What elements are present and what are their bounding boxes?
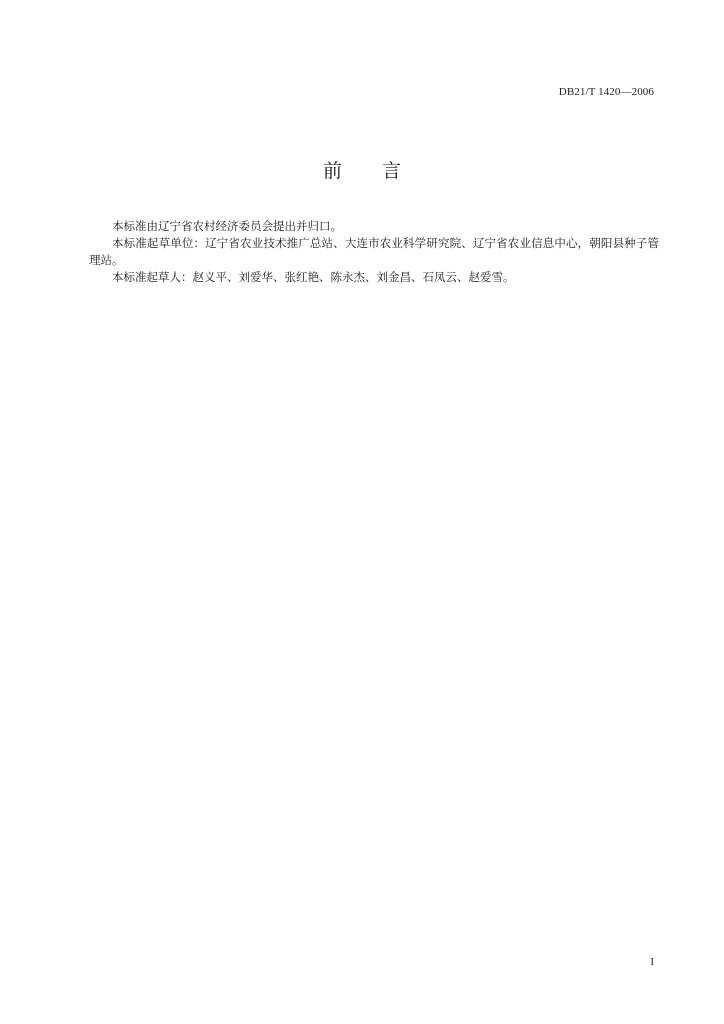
page-number: I: [650, 956, 654, 968]
title-char-2: 言: [382, 160, 402, 182]
paragraph-proposer: 本标准由辽宁省农村经济委员会提出并归口。: [112, 219, 342, 233]
standard-code: DB21/T 1420—2006: [558, 86, 654, 98]
title-char-1: 前: [322, 160, 342, 182]
paragraph-drafters: 本标准起草人：赵义平、刘爱华、张红艳、陈永杰、刘金昌、石凤云、赵爱雪。: [112, 270, 515, 284]
page-title: [0, 156, 724, 183]
foreword-body: [89, 218, 659, 286]
paragraph-drafting-units: 本标准起草单位：辽宁省农业技术推广总站、大连市农业科学研究院、辽宁省农业信息中心，朝阳县种子管理站。: [89, 236, 659, 267]
